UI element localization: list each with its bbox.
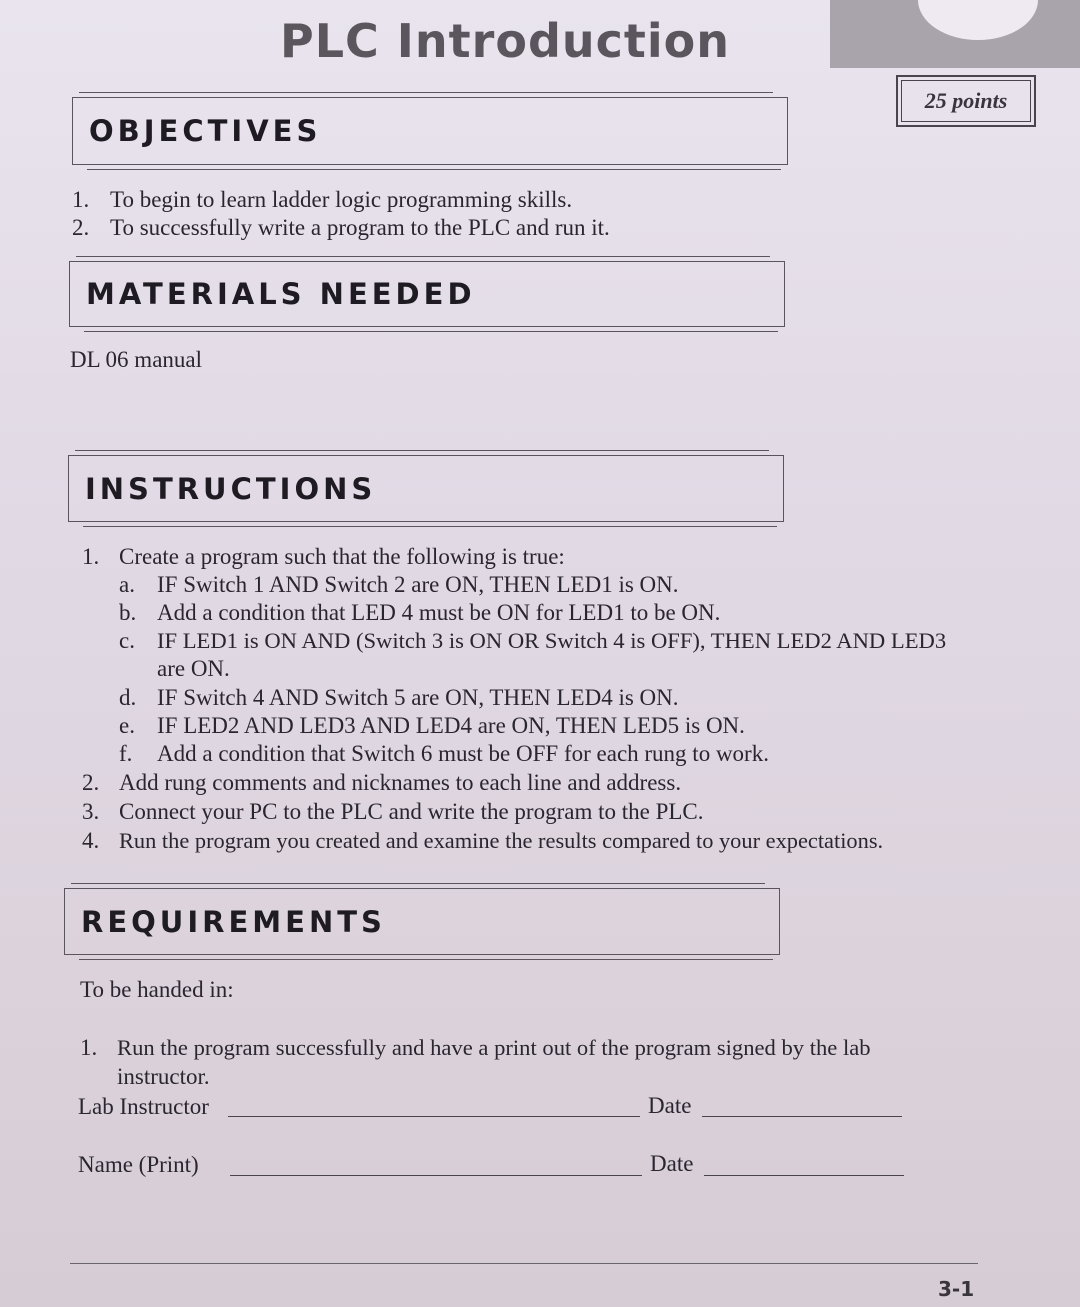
materials-heading: MATERIALS NEEDED bbox=[86, 277, 476, 311]
objective-item-text: To begin to learn ladder logic programming skills. bbox=[110, 187, 573, 212]
instruction-subitem-e bbox=[119, 712, 745, 740]
instruction-subitem-c bbox=[119, 627, 946, 655]
objectives-header-box bbox=[72, 97, 788, 165]
instruction-text: Add rung comments and nicknames to each line and address. bbox=[119, 770, 682, 795]
requirements-heading: REQUIREMENTS bbox=[81, 904, 386, 939]
date-line-1[interactable] bbox=[702, 1116, 902, 1117]
lab-instructor-signature-line[interactable] bbox=[228, 1116, 640, 1117]
requirement-item-1-continued: instructor. bbox=[117, 1064, 210, 1089]
instruction-text: Add a condition that LED 4 must be ON for LED1 to be ON. bbox=[157, 600, 721, 625]
instruction-number: d. bbox=[119, 685, 137, 710]
instruction-text: IF Switch 4 AND Switch 5 are ON, THEN LED4 is ON. bbox=[157, 685, 679, 710]
instruction-subitem-f bbox=[119, 740, 769, 768]
points-badge bbox=[896, 75, 1036, 127]
points-label: 25 points bbox=[901, 80, 1031, 122]
objective-item-2 bbox=[72, 214, 610, 242]
objective-item-number: 2. bbox=[72, 215, 90, 240]
lab-instructor-label: Lab Instructor bbox=[78, 1094, 209, 1119]
instruction-text: IF LED1 is ON AND (Switch 3 is ON OR Switch 4 is OFF), THEN LED2 AND LED3 bbox=[157, 628, 947, 653]
instruction-item-3 bbox=[82, 798, 704, 826]
instructions-header-box bbox=[68, 455, 784, 522]
objective-item-1 bbox=[72, 186, 572, 214]
objectives-heading: OBJECTIVES bbox=[89, 114, 322, 148]
instruction-text: Add a condition that Switch 6 must be OFF for each rung to work. bbox=[157, 741, 769, 766]
date-line-2[interactable] bbox=[704, 1175, 904, 1176]
instruction-item-2 bbox=[82, 769, 681, 797]
instruction-subitem-b bbox=[119, 599, 720, 627]
objective-item-text: To successfully write a program to the PLC and run it. bbox=[110, 215, 610, 240]
instruction-number: 1. bbox=[82, 544, 100, 569]
instruction-item-1 bbox=[82, 543, 565, 571]
instructions-heading: INSTRUCTIONS bbox=[85, 471, 377, 506]
instruction-text: IF LED2 AND LED3 AND LED4 are ON, THEN LED5 is ON. bbox=[157, 713, 745, 738]
instruction-text: Connect your PC to the PLC and write the program to the PLC. bbox=[119, 799, 704, 824]
instruction-number: a. bbox=[119, 572, 135, 597]
name-print-label: Name (Print) bbox=[78, 1152, 199, 1177]
page-number: 3-1 bbox=[938, 1277, 975, 1301]
requirement-number: 1. bbox=[80, 1035, 98, 1060]
requirement-text: Run the program successfully and have a print out of the program signed by the lab bbox=[117, 1035, 871, 1060]
date-label-1: Date bbox=[648, 1093, 692, 1118]
instruction-number: 2. bbox=[82, 770, 100, 795]
instruction-number: c. bbox=[119, 628, 135, 653]
objective-item-number: 1. bbox=[72, 187, 90, 212]
requirements-header-box bbox=[64, 888, 780, 955]
page-title: PLC Introduction bbox=[280, 14, 730, 68]
instruction-number: 3. bbox=[82, 799, 100, 824]
instruction-item-4 bbox=[82, 827, 883, 855]
instruction-number: 4. bbox=[82, 828, 100, 853]
requirements-intro: To be handed in: bbox=[80, 977, 234, 1002]
chapter-tab-notch bbox=[918, 0, 1038, 40]
chapter-tab-graphic bbox=[830, 0, 1080, 68]
instruction-subitem-c-continued: are ON. bbox=[157, 656, 230, 681]
date-label-2: Date bbox=[650, 1151, 694, 1176]
instruction-number: b. bbox=[119, 600, 137, 625]
instruction-number: f. bbox=[119, 741, 133, 766]
name-print-line[interactable] bbox=[230, 1175, 642, 1176]
instruction-text: Run the program you created and examine the results compared to your expectations. bbox=[119, 828, 884, 853]
materials-header-box bbox=[69, 261, 785, 327]
instruction-number: e. bbox=[119, 713, 135, 738]
instruction-subitem-a bbox=[119, 571, 679, 599]
instruction-text: Create a program such that the following is true: bbox=[119, 544, 565, 569]
materials-text: DL 06 manual bbox=[70, 347, 203, 372]
footer-rule bbox=[70, 1263, 978, 1264]
instruction-subitem-d bbox=[119, 684, 679, 712]
instruction-text: IF Switch 1 AND Switch 2 are ON, THEN LED1 is ON. bbox=[157, 572, 679, 597]
requirement-item-1 bbox=[80, 1034, 871, 1062]
